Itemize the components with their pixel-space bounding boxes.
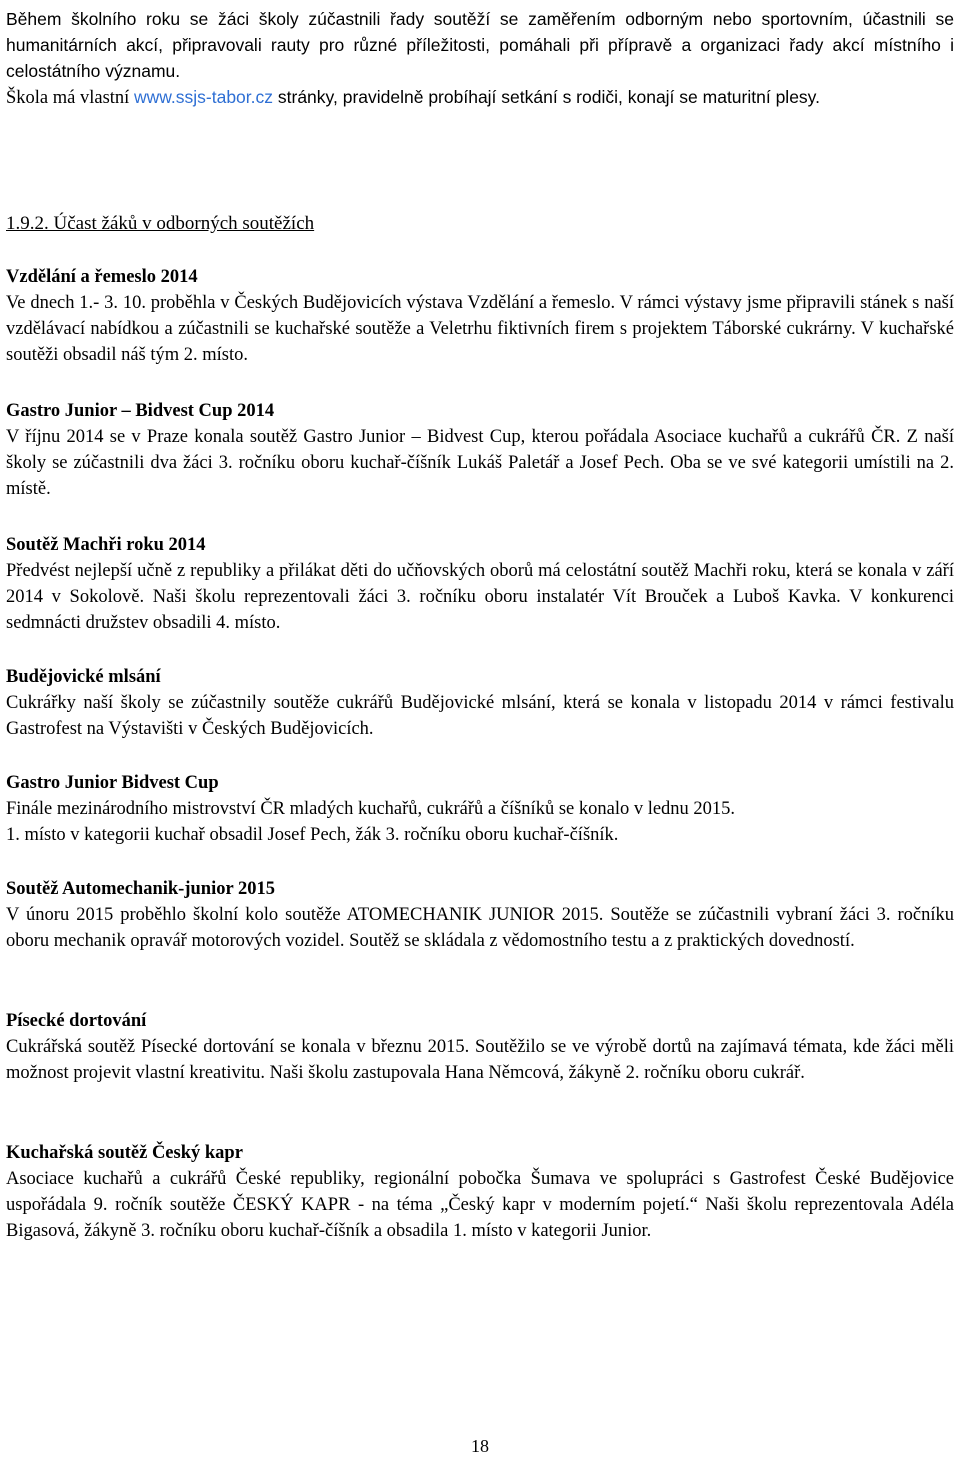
intro-block [6, 6, 954, 111]
section-text-2: 1. místo v kategorii kuchař obsadil Josef Pech, žák 3. ročníku oboru kuchař-číšník. [6, 825, 619, 845]
section-heading: Gastro Junior Bidvest Cup [6, 773, 219, 793]
section-heading: Vzdělání a řemeslo 2014 [6, 267, 198, 287]
website-prefix: Škola má vlastní [6, 88, 134, 108]
section-heading: Soutěž Machři roku 2014 [6, 535, 206, 555]
section-text: Ve dnech 1.- 3. 10. proběhla v Českých Budějovicích výstava Vzdělání a řemeslo. V rámci výstavy jsme připravili stánek s naší vzdělávací nabídkou a zúčastnili se kuchařské soutěže a Veletrhu fiktivních firem s projektem Táborské cukrárny. V kuchařské soutěži obsadil náš tým 2. místo. [6, 293, 954, 365]
section-automechanik-junior [6, 876, 954, 954]
website-suffix: stránky, pravidelně probíhají setkání s rodiči, konají se maturitní plesy. [273, 87, 820, 107]
section-heading: Písecké dortování [6, 1011, 147, 1031]
section-pisecke-dortovani [6, 1008, 954, 1086]
section-heading: Budějovické mlsání [6, 667, 161, 687]
school-website-link[interactable]: www.ssjs-tabor.cz [133, 87, 274, 107]
section-gastro-junior-bidvest-cup [6, 770, 954, 848]
section-machri-roku [6, 532, 954, 636]
section-text: Cukrářská soutěž Písecké dortování se konala v březnu 2015. Soutěžilo se ve výrobě dortů na zajímavá témata, kde žáci měli možnost projevit vlastní kreativitu. Naši školu zastupovala Hana Němcová, žákyně 2. ročníku oboru cukrář. [6, 1037, 954, 1083]
section-text: V říjnu 2014 se v Praze konala soutěž Gastro Junior – Bidvest Cup, kterou pořádala Asociace kuchařů a cukrářů ČR. Z naší školy se zúčastnili dva žáci 3. ročníku oboru kuchař-číšník Lukáš Paletář a Josef Pech. Oba se ve své kategorii umístili na 2. místě. [6, 427, 954, 499]
section-text: Asociace kuchařů a cukrářů České republiky, regionální pobočka Šumava ve spolupráci s Gastrofest České Budějovice uspořádala 9. ročník soutěže ČESKÝ KAPR - na téma „Český kapr v moderním pojetí.“ Naši školu reprezentovala Adéla Bigasová, žákyně 3. ročníku oboru kuchař-číšník a obsadila 1. místo v kategorii Junior. [6, 1169, 954, 1241]
section-budejovicke-mlsani [6, 664, 954, 742]
section-heading: Soutěž Automechanik-junior 2015 [6, 879, 275, 899]
section-heading: Gastro Junior – Bidvest Cup 2014 [6, 401, 275, 421]
section-cesky-kapr [6, 1140, 954, 1244]
section-vzdelani-a-remeslo [6, 264, 954, 368]
section-heading: Kuchařská soutěž Český kapr [6, 1143, 243, 1163]
section-text: Finále mezinárodního mistrovství ČR mladých kuchařů, cukrářů a číšníků se konalo v lednu 2015. [6, 799, 736, 819]
section-subtitle: 1.9.2. Účast žáků v odborných soutěžích [6, 213, 315, 234]
intro-paragraph: Během školního roku se žáci školy zúčastnili řady soutěží se zaměřením odborným nebo sportovním, účastnili se humanitárních akcí, připravovali rauty pro různé příležitosti, pomáhali při přípravě a organizaci řady akcí místního i celostátního významu. [6, 9, 954, 81]
section-text: Cukrářky naší školy se zúčastnily soutěže cukrářů Budějovické mlsání, která se konala v listopadu 2014 v rámci festivalu Gastrofest na Výstavišti v Českých Budějovicích. [6, 693, 954, 739]
website-paragraph [6, 84, 954, 111]
section-gastro-junior-2014 [6, 398, 954, 502]
section-text: V únoru 2015 proběhlo školní kolo soutěže ATOMECHANIK JUNIOR 2015. Soutěže se zúčastnili vybraní žáci 3. ročníku oboru mechanik opravář motorových vozidel. Soutěž se skládala z vědomostního testu a z praktických dovedností. [6, 905, 954, 951]
page-number: 18 [471, 1436, 489, 1456]
section-text: Předvést nejlepší učně z republiky a přilákat děti do učňovských oborů má celostátní soutěž Machři roku, která se konala v září 2014 v Sokolově. Naši školu reprezentovali žáci 3. ročníku oboru instalatér Vít Brouček a Luboš Kavka. V konkurenci sedmnácti družstev obsadili 4. místo. [6, 561, 954, 633]
